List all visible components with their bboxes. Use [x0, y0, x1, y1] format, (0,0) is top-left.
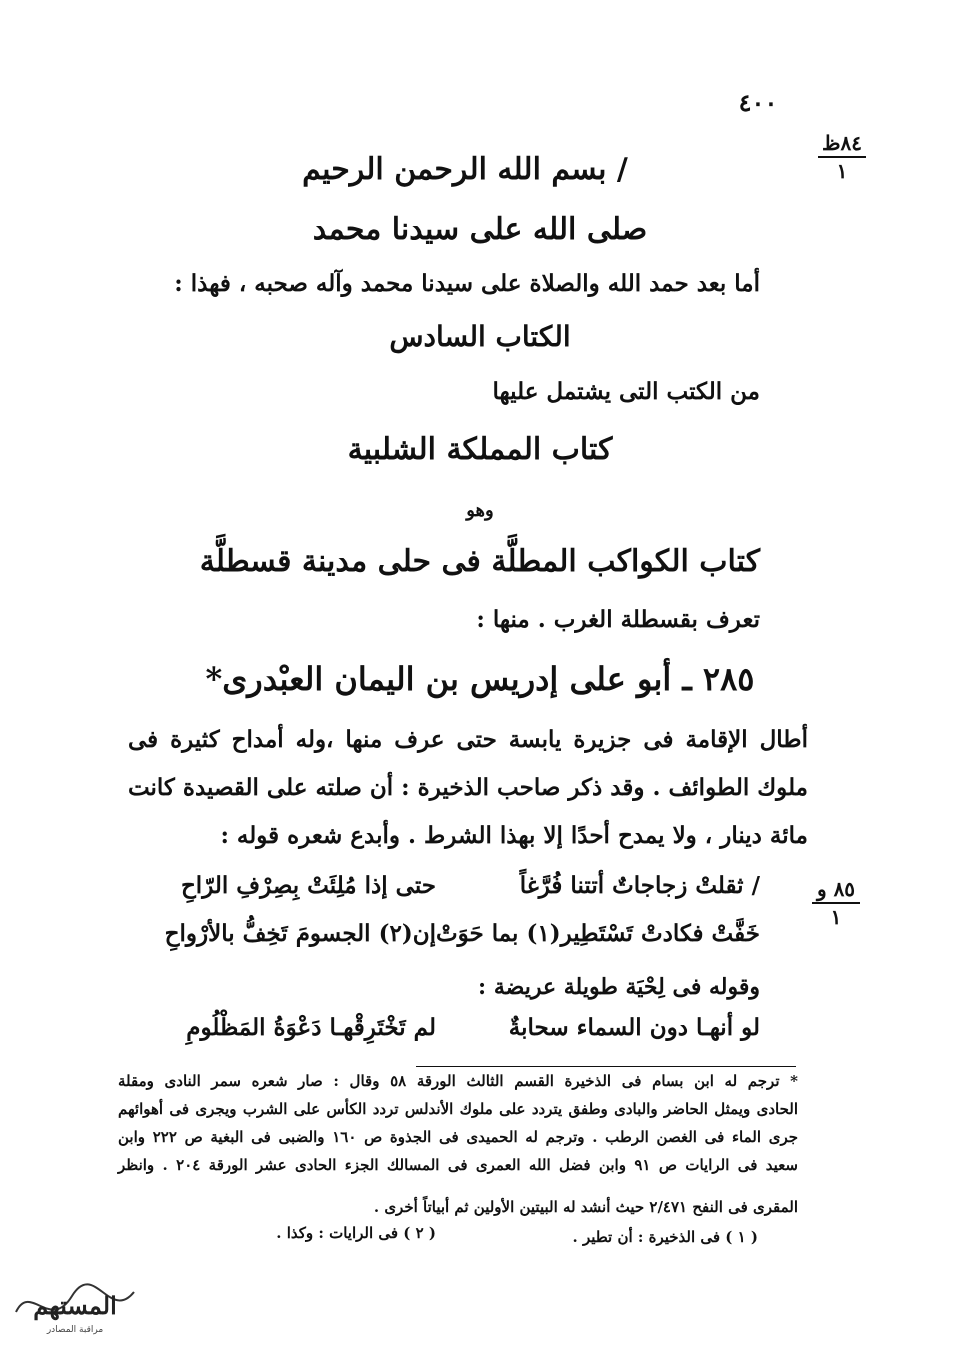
footnote-line: * ترجم له ابن بسام فى الذخيرة القسم الثالث الورقة ٥٨ وقال : صار شعره سمر النادى ومقلة: [118, 1072, 798, 1090]
wahuwa: وهو: [466, 500, 494, 521]
book-subtitle: كتاب الكواكب المطلَّة فى حلى مدينة قسطلَّة: [199, 544, 760, 579]
salawat: صلى الله على سيدنا محمد: [312, 212, 648, 247]
margin-reference-folio: ٨٤ظ: [822, 131, 862, 155]
book-number: الكتاب السادس: [389, 320, 571, 353]
basmala-text: بسم الله الرحمن الرحيم: [302, 152, 607, 187]
stamp-caption: مراقبة المصادر: [46, 1325, 104, 1335]
paragraph-line: ملوك الطوائف . وقد ذكر صاحب الذخيرة : أن صلته على القصيدة كانت: [127, 774, 808, 801]
verse-text: ثقلتْ زجاجاتٌ أتتنا فُرَّغاً: [519, 872, 744, 899]
library-stamp-logo: [10, 1272, 140, 1338]
intro-line: أما بعد حمد الله والصلاة على سيدنا محمد وآله صحبه ، فهذا :: [174, 270, 760, 297]
verse-intro: وقوله فى لِحْيَة طويلة عريضة :: [478, 974, 760, 1000]
footnote-line: المقرى فى النفح ٢/٤٧١ حيث أنشد له البيتين الأولين ثم أبياتاً أخرى .: [373, 1198, 798, 1216]
verse-hemistich-left: حتى إذا مُلِئَتْ بِصِرْفِ الرّاحِ: [180, 872, 436, 899]
slash-mark: /: [743, 872, 760, 899]
footnote-line: سعيد فى الرايات ص ٩١ وابن فضل الله العمرى فى المسالك الجزء الحادى عشر الورقة ٢٠٤ . وانظر: [118, 1156, 799, 1174]
margin-reference-volume: ١: [830, 905, 842, 929]
paragraph-line: أطال الإقامة فى جزيرة يابسة حتى عرف منها ،وله أمداح كثيرة فى: [128, 726, 808, 753]
footnote-line: جرى الماء فى الغصن الرطب . وترجم له الحميدى فى الجذوة ص ١٦٠ والضبى فى البغية ص ٢٢٢ وابن: [118, 1128, 798, 1146]
margin-reference-rule: [812, 902, 860, 904]
footnote-line: الحادى ويمثل الحاضر والبادى وطفق يتردد على ملوك الأندلس تردد الكأس على الشرب ويجرى فى أهوائهم: [118, 1100, 798, 1118]
verse-hemistich-left: لم تَخْتَرِقْهـا دَعْوَةُ المَظْلُومِ: [186, 1014, 436, 1041]
verse-hemistich-right: لو أنهـا دون السماء سحابةٌ: [508, 1014, 760, 1041]
margin-reference-rule: [818, 156, 866, 158]
margin-reference-folio: ٨٥ و: [816, 877, 856, 901]
margin-reference-volume: ١: [836, 159, 848, 183]
basmala: [300, 152, 630, 187]
paragraph-line: مائة دينار ، ولا يمدح أحدًا إلا بهذا الشرط . وأبدع شعره قوله :: [220, 822, 808, 849]
verse-hemistich-right: خَفَّتْ فكادتْ تَسْتَطِير(١) بما حَوَتْ: [435, 920, 760, 947]
entry-heading: ٢٨٥ ـ أبو على إدريس بن اليمان العبْدرى*: [205, 660, 755, 698]
verse-hemistich-right: [520, 872, 760, 899]
stamp-text: المستهم: [33, 1291, 117, 1320]
from-books-line: من الكتب التى يشتمل عليها: [492, 378, 760, 405]
page-number: ٤٠٠: [738, 88, 778, 117]
footnote-2: ( ٢ ) فى الرايات : وكذا .: [276, 1224, 436, 1242]
margin-reference-1: [812, 132, 872, 182]
margin-reference-2: [806, 878, 866, 928]
footnote-1: ( ١ ) فى الذخيرة : أن تطير .: [572, 1228, 758, 1246]
verse-hemistich-left: إن(٢) الجسومَ تَخِفُّ بالأرْواحِ: [164, 920, 436, 947]
footnote-divider: [416, 1066, 796, 1067]
book-title: كتاب المملكة الشلبية: [347, 432, 613, 467]
slash-mark: /: [606, 152, 628, 187]
known-as-line: تعرف بقسطلة الغرب . منها :: [476, 606, 760, 633]
